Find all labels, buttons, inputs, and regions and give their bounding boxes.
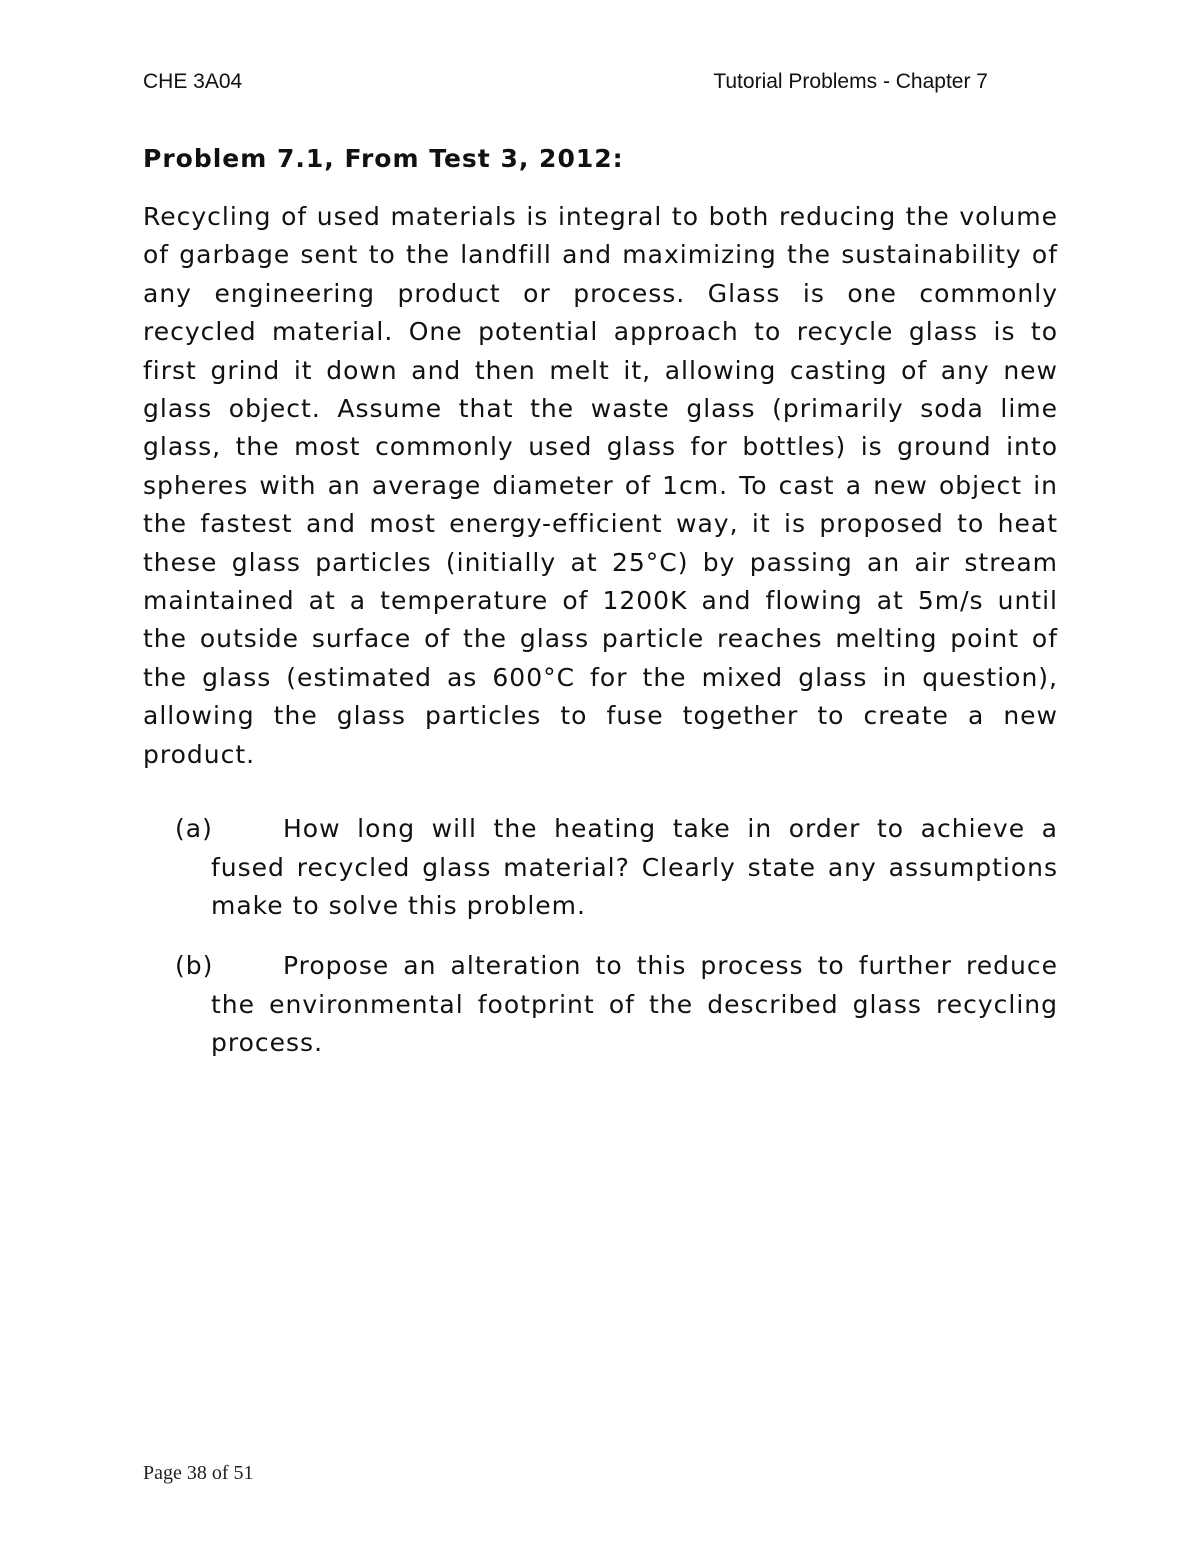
part-text: Propose an alteration to this process to further reduce the environmental footprint of the described glass recycling process. [211, 951, 1058, 1058]
page-number: Page 38 of 51 [143, 1462, 254, 1484]
problem-part-b [143, 947, 1058, 1062]
problem-content [143, 140, 1058, 1063]
header-course: CHE 3A04 [143, 70, 243, 93]
part-label: (b) [175, 951, 214, 981]
problem-title: Problem 7.1, From Test 3, 2012: [143, 144, 624, 173]
header-section: Tutorial Problems - Chapter 7 [713, 70, 988, 93]
part-label: (a) [175, 814, 213, 844]
problem-body: Recycling of used materials is integral to both reducing the volume of garbage sent to the landfill and maximizing the sustainability of any engineering product or process. Glass is one commonly recycled material. One potential approach to recycle glass is to first grind it down and then melt it, allowing casting of any new glass object. Assume that the waste glass (primarily soda lime glass, the most commonly used glass for bottles) is ground into spheres with an average diameter of 1cm. To cast a new object in the fastest and most energy-efficient way, it is proposed to heat these glass particles (initially at 25°C) by passing an air stream maintained at a temperature of 1200K and flowing at 5m/s until the outside surface of the glass particle reaches melting point of the glass (estimated as 600°C for the mixed glass in question), allowing the glass particles to fuse together to create a new product. [143, 202, 1058, 769]
part-text: How long will the heating take in order to achieve a fused recycled glass material? Clearly state any assumptions make to solve this problem. [211, 814, 1058, 920]
problem-part-a [143, 810, 1058, 925]
